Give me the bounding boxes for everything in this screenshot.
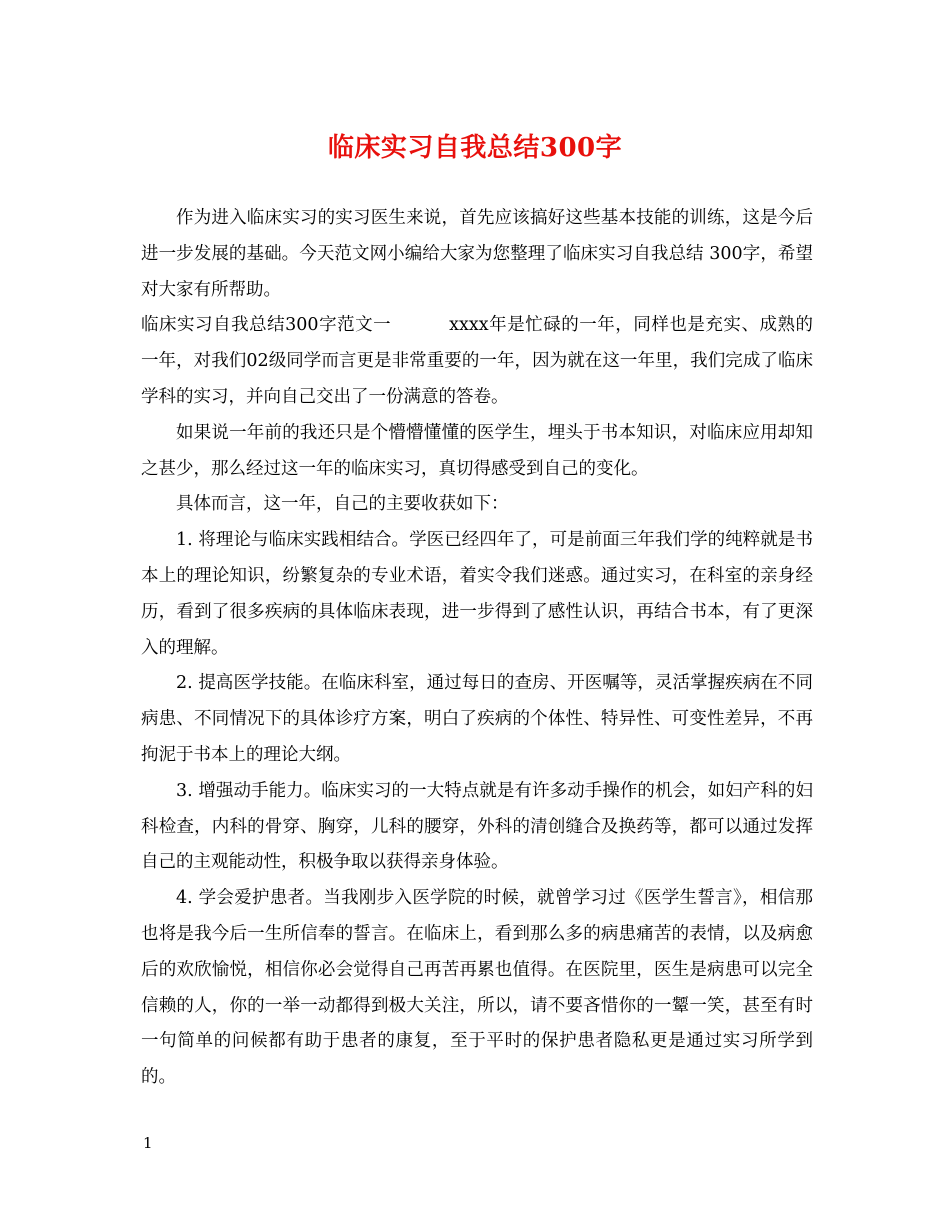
intro-paragraph: 作为进入临床实习的实习医生来说，首先应该搞好这些基本技能的训练，这是今后进一步发展的基础。今天范文网小编给大家为您整理了临床实习自我总结 300字，希望对大家有所帮助。 xyxy=(141,208,813,300)
document-body xyxy=(141,201,813,1096)
document-title: 临床实习自我总结300字 xyxy=(327,133,623,163)
sample-first-text: xxxx年是忙碌的一年，同样也是充实、成熟的一年，对我们02级同学而言更是非常重要的一年，因为就在这一年里，我们完成了临床学科的实习，并向自己交出了一份满意的答卷。 xyxy=(141,315,814,407)
list-item-2: 2. 提高医学技能。在临床科室，通过每日的查房、开医嘱等，灵活掌握疾病在不同病患、不同情况下的具体诊疗方案，明白了疾病的个体性、特异性、可变性差异，不再拘泥于书本上的理论大纲。 xyxy=(141,673,813,765)
page-number: 1 xyxy=(143,1134,153,1152)
list-item-3: 3. 增强动手能力。临床实习的一大特点就是有许多动手操作的机会，如妇产科的妇科检查，内科的骨穿、胸穿，儿科的腰穿，外科的清创缝合及换药等，都可以通过发挥自己的主观能动性，积极争取以获得亲身体验。 xyxy=(141,780,813,873)
list-item-1: 1. 将理论与临床实践相结合。学医已经四年了，可是前面三年我们学的纯粹就是书本上的理论知识，纷繁复杂的专业术语，着实令我们迷惑。通过实习，在科室的亲身经历，看到了很多疾病的具体临床表现，进一步得到了感性认识，再结合书本，有了更深入的理解。 xyxy=(141,530,813,658)
lead-paragraph: 具体而言，这一年，自己的主要收获如下： xyxy=(176,494,509,515)
sample-heading: 临床实习自我总结300字范文一 xyxy=(141,315,392,336)
sample-paragraph xyxy=(141,308,813,415)
before-paragraph: 如果说一年前的我还只是个懵懵懂懂的医学生，埋头于书本知识，对临床应用却知之甚少，那么经过这一年的临床实习，真切得感受到自己的变化。 xyxy=(141,422,813,479)
list-item-4: 4. 学会爱护患者。当我刚步入医学院的时候，就曾学习过《医学生誓言》，相信那也将是我今后一生所信奉的誓言。在临床上，看到那么多的病患痛苦的表情，以及病愈后的欢欣愉悦，相信你必会觉得自己再苦再累也值得。在医院里，医生是病患可以完全信赖的人，你的一举一动都得到极大关注，所以，请不要吝惜你的一颦一笑，甚至有时一句简单的问候都有助于患者的康复，至于平时的保护患者隐私更是通过实习所学到的。 xyxy=(141,888,813,1088)
